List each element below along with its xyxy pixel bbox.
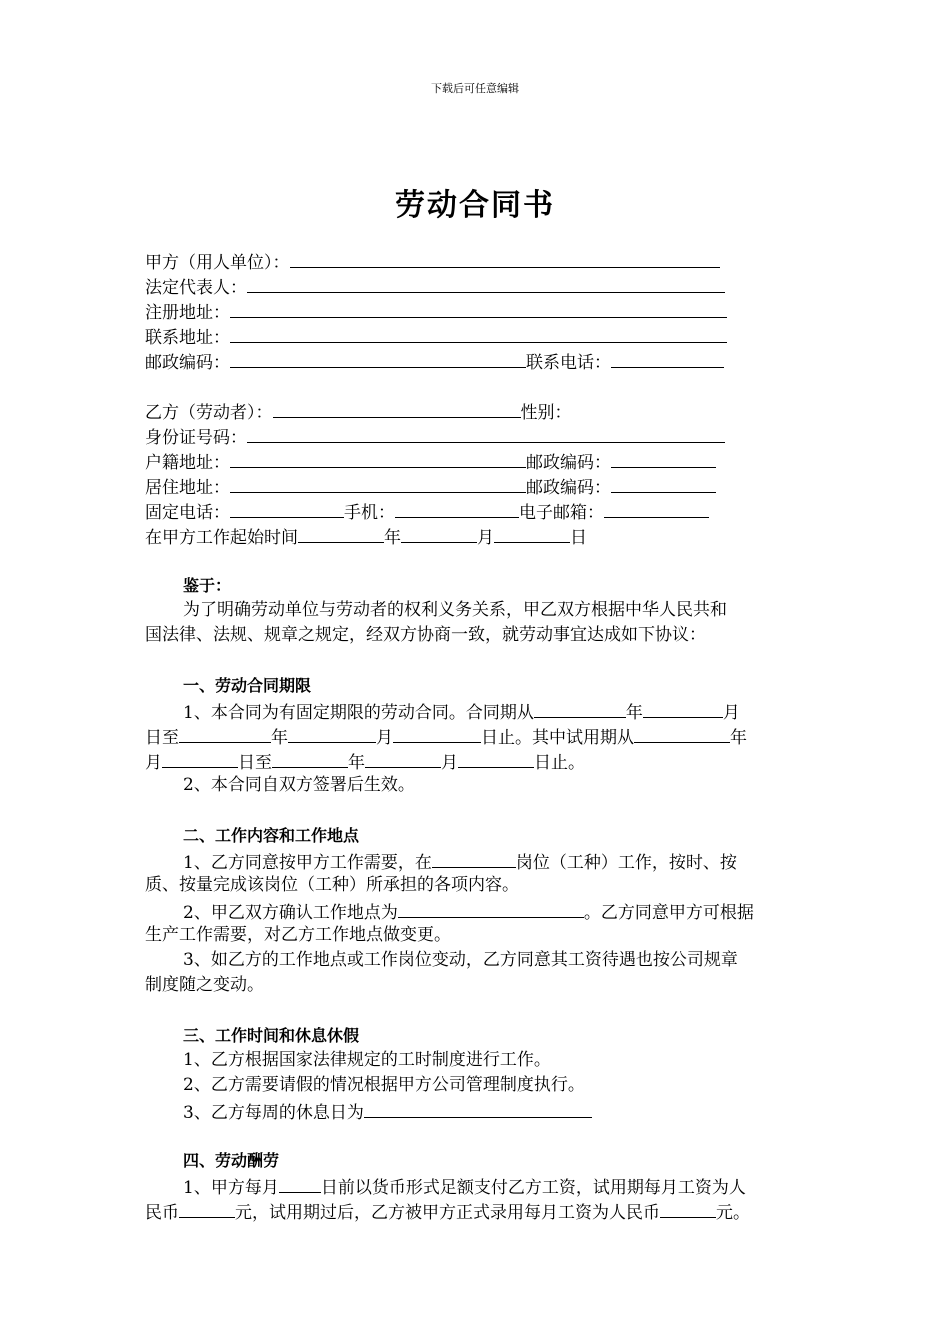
year-label: 年 [625, 703, 643, 723]
party-a-reg-addr-label: 注册地址： [145, 303, 230, 323]
party-b-postcode2-label: 邮政编码： [526, 478, 611, 498]
party-a-contact-addr-row [145, 323, 810, 348]
day-end-label: 日止。 [534, 753, 585, 773]
header-note: 下载后可任意编辑 [431, 82, 519, 95]
year-label: 年 [384, 528, 401, 548]
party-a-contact-addr-blank[interactable] [230, 323, 727, 343]
party-a-name-row [145, 248, 810, 273]
party-b-mobile-label: 手机： [344, 503, 395, 523]
month-label: 月 [722, 703, 740, 723]
section-3-p1: 1、乙方根据国家法律规定的工时制度进行工作。 [183, 1050, 551, 1070]
section-4-p1-text-e: 元。 [716, 1203, 750, 1223]
section-2-p2-line1 [145, 898, 810, 923]
party-b-residence-label: 居住地址： [145, 478, 230, 498]
formal-salary-blank[interactable] [660, 1198, 716, 1218]
probation-end-month-blank[interactable] [365, 748, 441, 768]
section-2-p3-line2: 制度随之变动。 [145, 975, 264, 995]
party-a-postcode-row [145, 348, 810, 373]
party-b-postcode-label: 邮政编码： [526, 453, 611, 473]
party-b-huji-row [145, 448, 810, 473]
contract-body [145, 248, 810, 1223]
party-b-name-blank[interactable] [273, 398, 521, 418]
contract-end-month-blank[interactable] [393, 723, 481, 743]
document-title: 劳动合同书 [395, 188, 555, 223]
section-4-heading: 四、劳动酬劳 [183, 1151, 280, 1170]
party-a-phone-label: 联系电话： [526, 353, 611, 373]
year-label: 年 [348, 753, 365, 773]
section-3-p3-text: 3、乙方每周的休息日为 [183, 1103, 364, 1123]
party-a-rep-label: 法定代表人： [145, 278, 247, 298]
party-a-rep-row [145, 273, 810, 298]
year-label: 年 [730, 728, 747, 748]
year-label: 年 [271, 728, 288, 748]
day-to-label: 日至 [238, 753, 272, 773]
party-b-id-row [145, 423, 810, 448]
section-4-p1-line2 [145, 1198, 810, 1223]
party-b-id-label: 身份证号码： [145, 428, 247, 448]
section-4-p1-text-b: 日前以货币形式足额支付乙方工资，试用期每月工资为人 [320, 1178, 746, 1198]
section-4-p1-line1 [145, 1173, 810, 1198]
party-b-postcode-blank[interactable] [611, 448, 716, 468]
party-b-huji-label: 户籍地址： [145, 453, 230, 473]
party-b-tel-label: 固定电话： [145, 503, 230, 523]
section-1-p1-line3 [145, 748, 810, 773]
party-b-start-row [145, 523, 810, 548]
section-2-p1-line2: 质、按量完成该岗位（工种）所承担的各项内容。 [145, 875, 519, 895]
party-b-id-blank[interactable] [247, 423, 725, 443]
month-label: 月 [441, 753, 458, 773]
party-a-reg-addr-row [145, 298, 810, 323]
section-2-heading: 二、工作内容和工作地点 [183, 826, 360, 845]
section-3-p3 [145, 1098, 810, 1123]
start-year-blank[interactable] [298, 523, 384, 543]
party-a-reg-addr-blank[interactable] [230, 298, 727, 318]
section-2-p1-text: 1、乙方同意按甲方工作需要，在 [183, 853, 432, 873]
probation-start-month-blank[interactable] [162, 748, 238, 768]
section-3-heading: 三、工作时间和休息休假 [183, 1026, 360, 1045]
probation-end-year-blank[interactable] [272, 748, 348, 768]
start-day-blank[interactable] [494, 523, 570, 543]
section-4-p1-text-c: 民币 [145, 1203, 179, 1223]
party-a-name-blank[interactable] [290, 248, 720, 268]
whereas-heading: 鉴于： [183, 576, 232, 595]
day-to-label: 日至 [145, 728, 179, 748]
section-1-p1-line1 [145, 698, 810, 723]
section-1-p1-text: 1、本合同为有固定期限的劳动合同。合同期从 [183, 703, 534, 723]
probation-salary-blank[interactable] [179, 1198, 235, 1218]
section-2-p1-text-b: 岗位（工种）工作，按时、按 [515, 853, 737, 873]
section-1-heading: 一、劳动合同期限 [183, 676, 312, 695]
section-2-p2-line2: 生产工作需要，对乙方工作地点做变更。 [145, 925, 451, 945]
party-a-postcode-blank[interactable] [230, 348, 526, 368]
section-2-p2-text: 2、甲乙双方确认工作地点为 [183, 903, 398, 923]
party-b-huji-blank[interactable] [230, 448, 526, 468]
whereas-line-2: 国法律、法规、规章之规定，经双方协商一致，就劳动事宜达成如下协议： [145, 625, 706, 645]
party-b-mobile-blank[interactable] [395, 498, 519, 518]
pay-day-blank[interactable] [279, 1173, 321, 1193]
party-b-name-label: 乙方（劳动者）： [145, 403, 273, 423]
contract-start-day-blank[interactable] [179, 723, 271, 743]
party-a-contact-addr-label: 联系地址： [145, 328, 230, 348]
section-4-p1-text-d: 元，试用期过后，乙方被甲方正式录用每月工资为人民币 [235, 1203, 660, 1223]
party-b-residence-row [145, 473, 810, 498]
party-b-name-row [145, 398, 810, 423]
position-blank[interactable] [432, 848, 516, 868]
section-1-p2: 2、本合同自双方签署后生效。 [183, 775, 415, 795]
month-label: 月 [477, 528, 494, 548]
probation-end-day-blank[interactable] [458, 748, 534, 768]
party-a-rep-blank[interactable] [247, 273, 725, 293]
contract-end-year-blank[interactable] [288, 723, 376, 743]
party-a-name-label: 甲方（用人单位）： [145, 253, 290, 273]
month-label: 月 [145, 753, 162, 773]
contract-start-year-blank[interactable] [534, 698, 626, 718]
section-2-p1-line1 [145, 848, 810, 873]
section-1-p1-line2 [145, 723, 810, 748]
contract-start-month-blank[interactable] [643, 698, 723, 718]
party-b-residence-blank[interactable] [230, 473, 526, 493]
section-4-p1-text: 1、甲方每月 [183, 1178, 279, 1198]
whereas-line-1: 为了明确劳动单位与劳动者的权利义务关系，甲乙双方根据中华人民共和 [183, 600, 727, 620]
party-b-email-blank[interactable] [604, 498, 709, 518]
section-3-p2: 2、乙方需要请假的情况根据甲方公司管理制度执行。 [183, 1075, 585, 1095]
party-b-tel-row [145, 498, 810, 523]
day-end-label: 日止。其中试用期从 [481, 728, 634, 748]
probation-start-year-blank[interactable] [634, 723, 730, 743]
section-2-p3-line1: 3、如乙方的工作地点或工作岗位变动，乙方同意其工资待遇也按公司规章 [183, 950, 738, 970]
party-a-phone-blank[interactable] [611, 348, 724, 368]
party-b-email-label: 电子邮箱： [519, 503, 604, 523]
party-b-gender-label: 性别： [520, 403, 572, 423]
start-month-blank[interactable] [401, 523, 477, 543]
section-2-p2-text-b: 。乙方同意甲方可根据 [583, 903, 754, 923]
party-a-postcode-label: 邮政编码： [145, 353, 230, 373]
work-location-blank[interactable] [398, 898, 584, 918]
rest-day-blank[interactable] [364, 1098, 592, 1118]
party-b-start-label: 在甲方工作起始时间 [145, 528, 298, 548]
party-b-tel-blank[interactable] [230, 498, 344, 518]
day-label: 日 [570, 528, 587, 548]
party-b-postcode2-blank[interactable] [611, 473, 716, 493]
month-label: 月 [376, 728, 393, 748]
